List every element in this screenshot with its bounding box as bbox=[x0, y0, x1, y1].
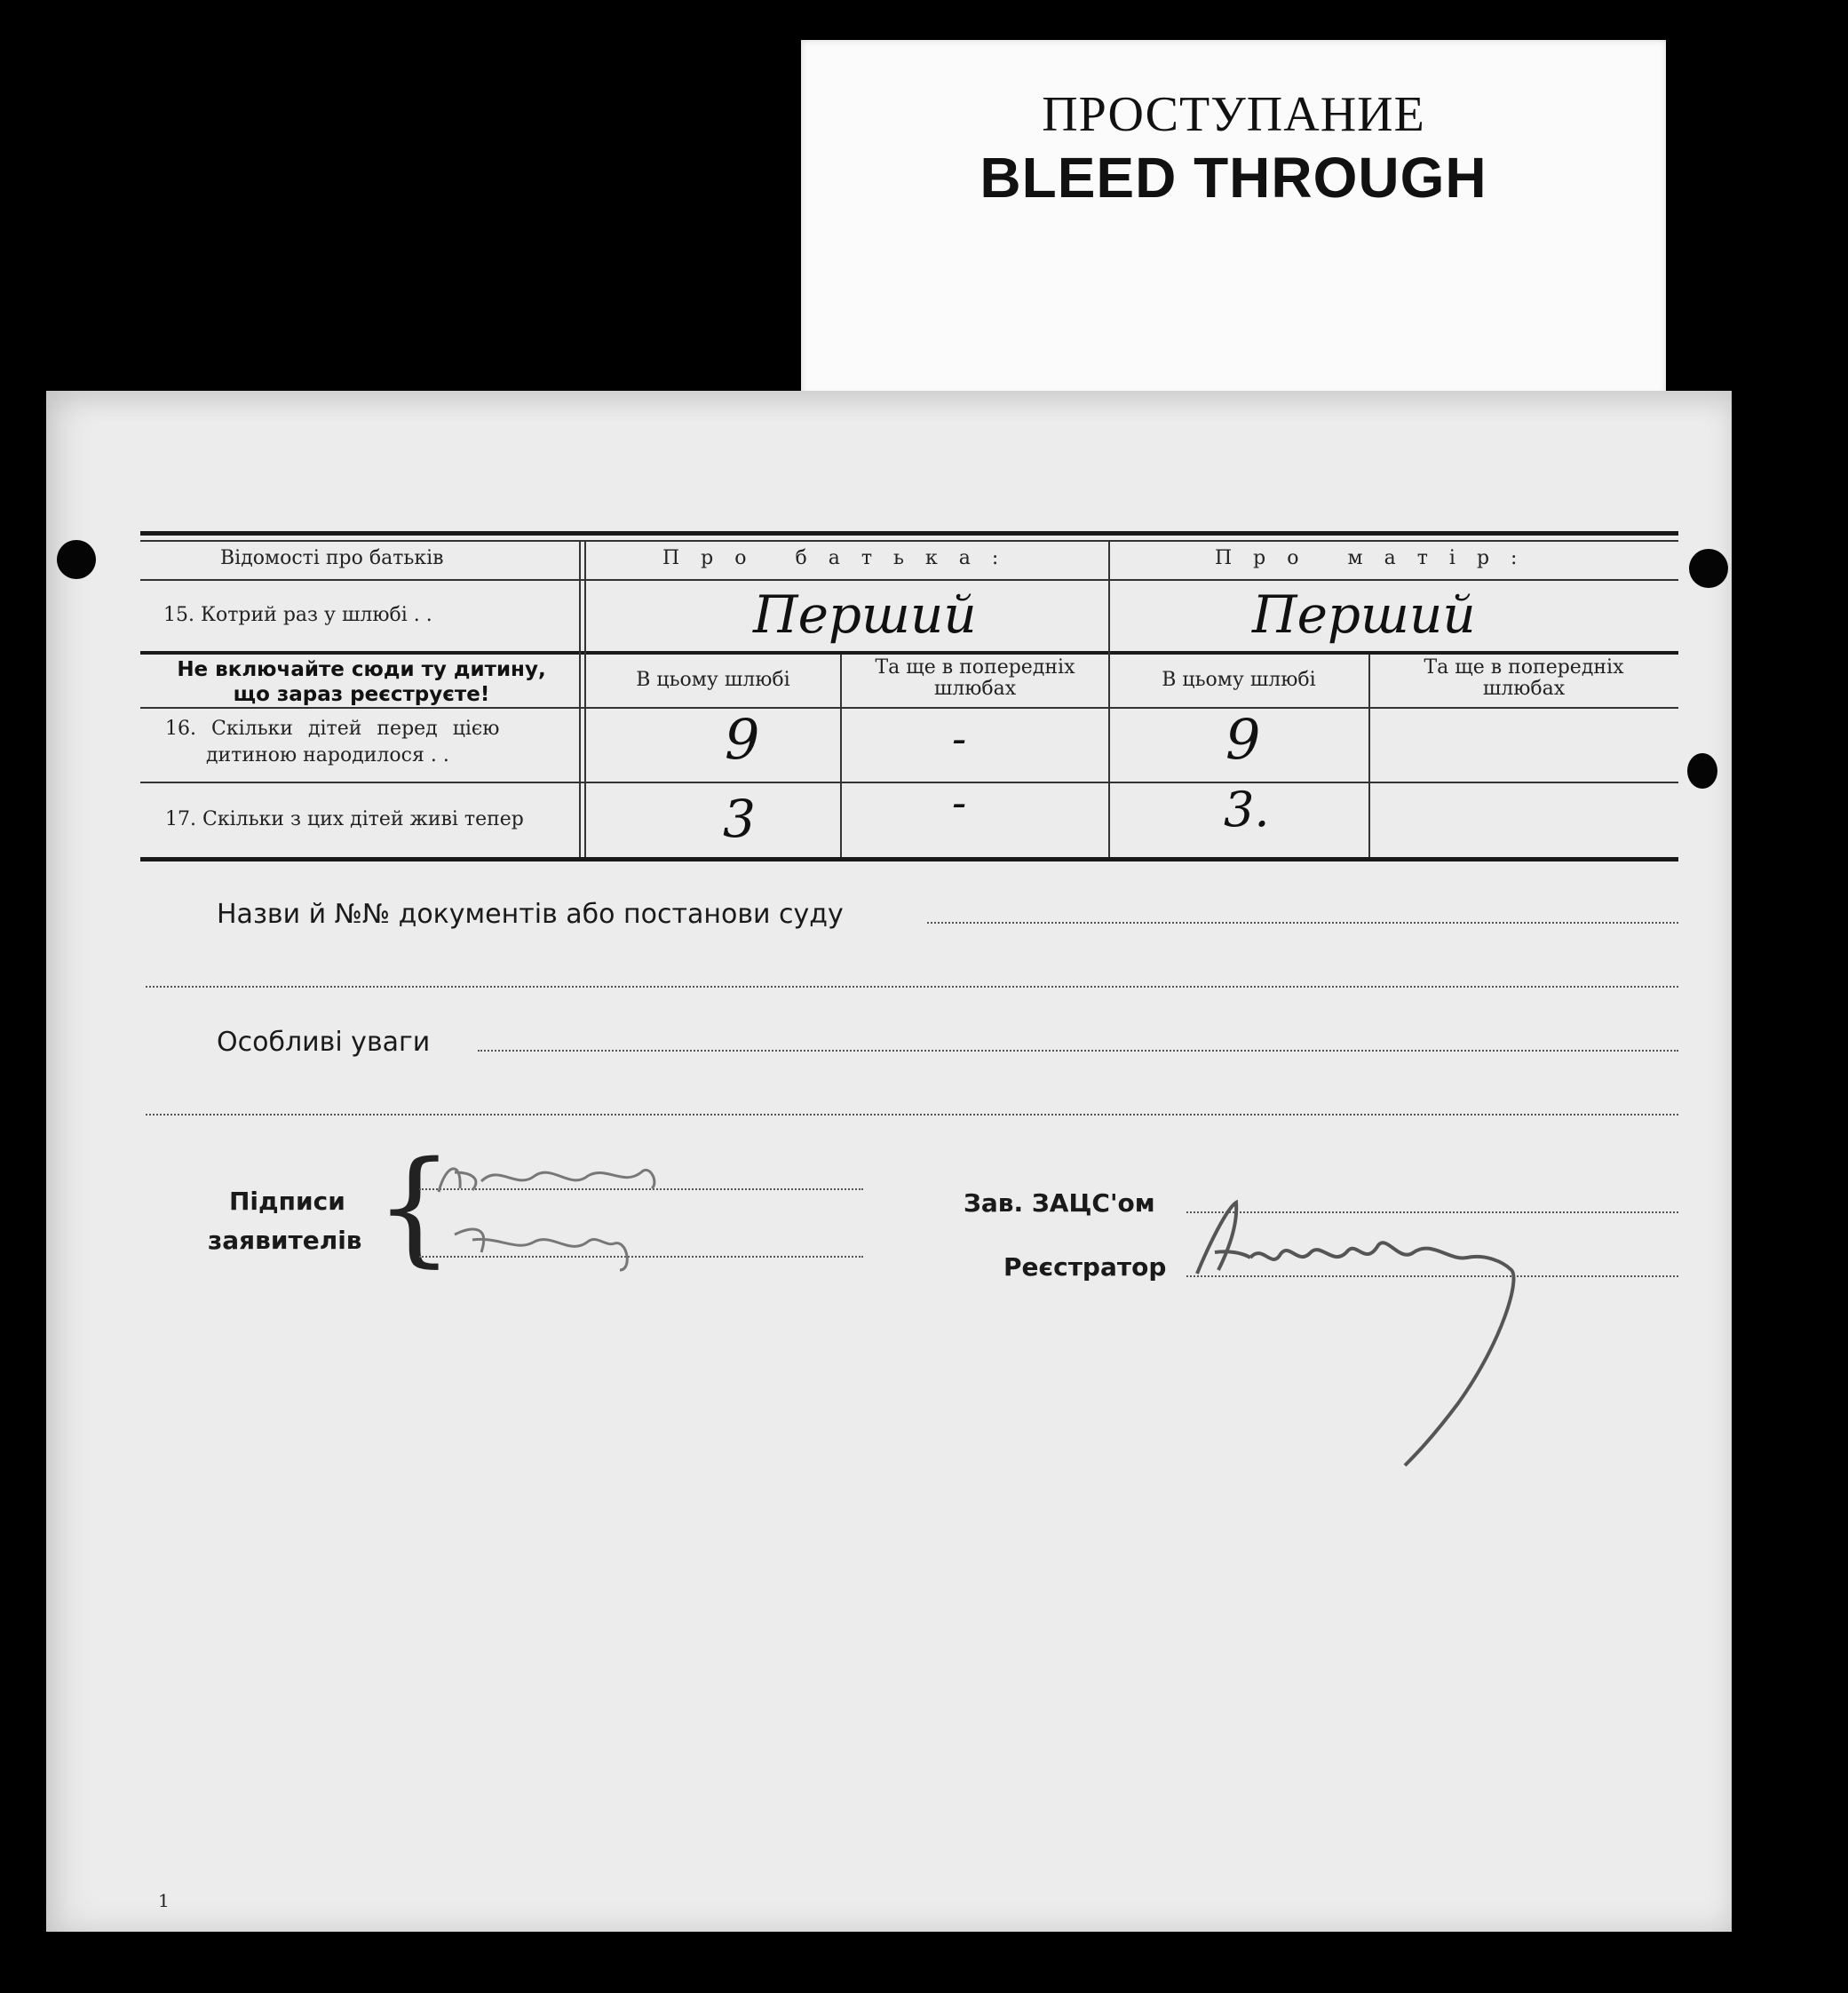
table-divider-label bbox=[579, 542, 581, 857]
punch-hole-right-middle bbox=[1687, 753, 1717, 789]
applicant-signatures-image bbox=[419, 1137, 703, 1279]
remarks-label: Особливі уваги bbox=[217, 1027, 431, 1058]
row16-label-line1: 16. Скільки дітей перед цією bbox=[165, 718, 500, 740]
mother-this-marriage-heading: В цьому шлюбі bbox=[1162, 669, 1316, 691]
row17-father-this: 3 bbox=[723, 789, 756, 849]
document-page bbox=[46, 391, 1732, 1932]
registrar-signature-image bbox=[1192, 1181, 1609, 1492]
table-divider-middle bbox=[1108, 542, 1110, 857]
row16-father-this: 9 bbox=[725, 707, 760, 772]
punch-hole-left bbox=[57, 540, 96, 579]
father-previous-line1: Та ще в попередніх bbox=[875, 656, 1075, 679]
documents-label: Назви й №№ документів або постанови суду bbox=[217, 899, 844, 930]
table-top-rule bbox=[140, 531, 1678, 536]
row15-label: 15. Котрий раз у шлюбі . . bbox=[163, 604, 432, 626]
signatures-brace: { bbox=[375, 1135, 455, 1280]
row17-mother-this: 3. bbox=[1224, 782, 1270, 838]
header-mother-label: Про матір: bbox=[1215, 547, 1539, 569]
table-bottom-rule bbox=[140, 857, 1678, 862]
header-father-label: Про батька: bbox=[662, 547, 1020, 569]
exclusion-note bbox=[144, 657, 579, 707]
row15-mother-value: Перший bbox=[1252, 584, 1476, 645]
header-section-label: Відомості про батьків bbox=[220, 547, 444, 569]
row16-father-prev: - bbox=[952, 714, 967, 764]
row15-father-value: Перший bbox=[753, 584, 977, 645]
signatures-label-line2: заявителів bbox=[208, 1226, 362, 1255]
row17-label: 17. Скільки з цих дітей живі тепер bbox=[165, 808, 524, 830]
remarks-line-2 bbox=[146, 1114, 1678, 1116]
exclusion-note-line2: що зараз реєструєте! bbox=[233, 683, 490, 706]
corner-page-mark: 1 bbox=[158, 1890, 170, 1911]
table-top-rule-inner bbox=[140, 540, 1678, 542]
father-this-marriage-heading: В цьому шлюбі bbox=[636, 669, 790, 691]
table-subhead-rule bbox=[140, 707, 1678, 709]
mother-previous-line2: шлюбах bbox=[1482, 678, 1566, 700]
row17-father-prev: - bbox=[952, 778, 967, 828]
table-row15-rule bbox=[140, 651, 1678, 655]
documents-line-1 bbox=[927, 922, 1678, 924]
table-header-rule bbox=[140, 579, 1678, 581]
notice-russian-text: ПРОСТУПАНИЕ bbox=[1042, 87, 1425, 142]
father-previous-marriages-heading bbox=[842, 657, 1108, 700]
row16-label-line2: дитиною народилося . . bbox=[206, 744, 449, 766]
row16-mother-this: 9 bbox=[1225, 707, 1261, 772]
mother-previous-marriages-heading bbox=[1370, 657, 1677, 700]
table-divider-label-double bbox=[584, 542, 586, 857]
documents-line-2 bbox=[146, 986, 1678, 988]
notice-english-text: BLEED THROUGH bbox=[980, 146, 1487, 210]
head-label: Зав. ЗАЦС'ом bbox=[964, 1188, 1155, 1218]
bleed-through-notice-card bbox=[801, 40, 1666, 395]
father-previous-line2: шлюбах bbox=[933, 678, 1017, 700]
punch-hole-right-top bbox=[1689, 549, 1728, 588]
registrar-label: Реєстратор bbox=[1003, 1252, 1167, 1282]
exclusion-note-line1: Не включайте сюди ту дитину, bbox=[177, 658, 546, 681]
mother-previous-line1: Та ще в попередніх bbox=[1424, 656, 1624, 679]
remarks-line-1 bbox=[478, 1050, 1678, 1052]
signatures-label-line1: Підписи bbox=[229, 1187, 345, 1216]
table-row16-rule bbox=[140, 782, 1678, 783]
